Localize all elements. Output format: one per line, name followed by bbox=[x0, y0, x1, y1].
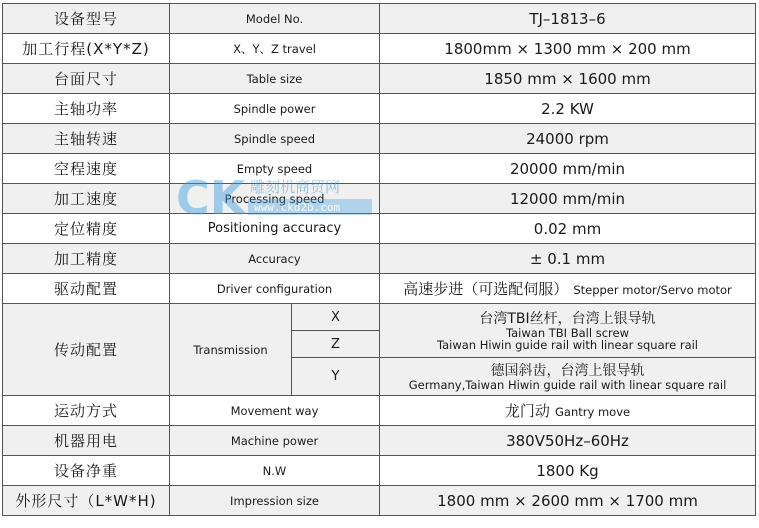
value-cn: 龙门动 bbox=[504, 402, 550, 420]
axis-x: X bbox=[292, 304, 380, 331]
label-en: Positioning accuracy bbox=[170, 214, 380, 244]
row-transmission-x bbox=[3, 304, 756, 331]
spec-table bbox=[2, 3, 756, 516]
row-processing-speed bbox=[3, 184, 756, 214]
row-travel bbox=[3, 34, 756, 64]
value: TJ–1813–6 bbox=[380, 4, 756, 34]
row-weight bbox=[3, 456, 756, 486]
label-cn: 主轴功率 bbox=[3, 94, 170, 124]
value-y bbox=[380, 358, 756, 396]
label-cn: 主轴转速 bbox=[3, 124, 170, 154]
value: 1850 mm × 1600 mm bbox=[380, 64, 756, 94]
label-cn: 设备净重 bbox=[3, 456, 170, 486]
row-driver bbox=[3, 274, 756, 304]
value-en: Germany,Taiwan Hiwin guide rail with linear square rail bbox=[408, 377, 727, 392]
label-cn: 外形尺寸（L*W*H) bbox=[3, 486, 170, 516]
row-accuracy bbox=[3, 244, 756, 274]
value-cn: 高速步进（可选配伺服） bbox=[403, 280, 569, 298]
value: 24000 rpm bbox=[380, 124, 756, 154]
label-en: Spindle speed bbox=[170, 124, 380, 154]
row-model bbox=[3, 4, 756, 34]
row-size bbox=[3, 486, 756, 516]
label-en: Accuracy bbox=[170, 244, 380, 274]
value-xz bbox=[380, 304, 756, 358]
label-cn: 台面尺寸 bbox=[3, 64, 170, 94]
label-cn: 设备型号 bbox=[3, 4, 170, 34]
value bbox=[380, 274, 756, 304]
label-en: X、Y、Z travel bbox=[170, 34, 380, 64]
value-cn: 德国斜齿，台湾上银导轨 bbox=[490, 362, 645, 379]
row-movement bbox=[3, 396, 756, 426]
row-spindle-speed bbox=[3, 124, 756, 154]
row-positioning-accuracy bbox=[3, 214, 756, 244]
row-table-size bbox=[3, 64, 756, 94]
value: ± 0.1 mm bbox=[380, 244, 756, 274]
label-en: Machine power bbox=[170, 426, 380, 456]
label-en: N.W bbox=[170, 456, 380, 486]
value-en: Gantry move bbox=[555, 405, 631, 419]
row-machine-power bbox=[3, 426, 756, 456]
label-cn: 加工速度 bbox=[3, 184, 170, 214]
axis-z: Z bbox=[292, 331, 380, 358]
label-cn: 传动配置 bbox=[3, 304, 170, 396]
label-en: Processing speed bbox=[170, 184, 380, 214]
value: 0.02 mm bbox=[380, 214, 756, 244]
row-empty-speed bbox=[3, 154, 756, 184]
value: 1800mm × 1300 mm × 200 mm bbox=[380, 34, 756, 64]
label-cn: 定位精度 bbox=[3, 214, 170, 244]
watermark-url: www.ckd2b.com bbox=[254, 201, 341, 214]
label-cn: 机器用电 bbox=[3, 426, 170, 456]
value: 380V50Hz–60Hz bbox=[380, 426, 756, 456]
value: 1800 mm × 2600 mm × 1700 mm bbox=[380, 486, 756, 516]
value: 20000 mm/min bbox=[380, 154, 756, 184]
value-en1: Taiwan TBI Ball screw bbox=[506, 325, 629, 340]
row-spindle-power bbox=[3, 94, 756, 124]
value bbox=[380, 396, 756, 426]
label-en: Driver configuration bbox=[170, 274, 380, 304]
label-en: Table size bbox=[170, 64, 380, 94]
label-cn: 空程速度 bbox=[3, 154, 170, 184]
label-en: Spindle power bbox=[170, 94, 380, 124]
label-en: Empty speed bbox=[170, 154, 380, 184]
axis-y: Y bbox=[292, 358, 380, 396]
value: 2.2 KW bbox=[380, 94, 756, 124]
value: 1800 Kg bbox=[380, 456, 756, 486]
value-en2: Taiwan Hiwin guide rail with linear square rail bbox=[436, 337, 699, 352]
value-cn: 台湾TBI丝杆，台湾上银导轨 bbox=[479, 310, 656, 327]
label-cn: 加工行程(X*Y*Z) bbox=[3, 34, 170, 64]
label-cn: 驱动配置 bbox=[3, 274, 170, 304]
label-cn: 运动方式 bbox=[3, 396, 170, 426]
label-en: Movement way bbox=[170, 396, 380, 426]
value: 12000 mm/min bbox=[380, 184, 756, 214]
label-en: Impression size bbox=[170, 486, 380, 516]
value-en: Stepper motor/Servo motor bbox=[573, 283, 732, 297]
watermark-cn: 雕刻机商贸网 bbox=[250, 178, 341, 196]
label-en: Transmission bbox=[170, 304, 292, 396]
label-en: Model No. bbox=[170, 4, 380, 34]
label-cn: 加工精度 bbox=[3, 244, 170, 274]
watermark-logo-mark: CK bbox=[176, 172, 246, 220]
